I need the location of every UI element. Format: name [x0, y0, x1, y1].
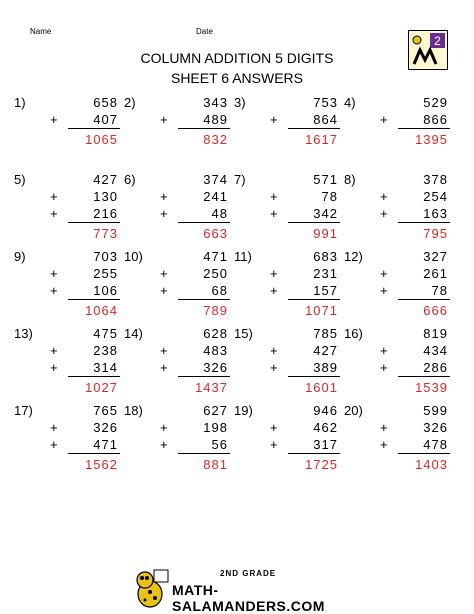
addend-1: 785	[313, 326, 338, 341]
plus-sign: +	[380, 437, 388, 452]
problem-number: 11)	[234, 249, 252, 264]
plus-sign: +	[160, 437, 168, 452]
addend-2: 407	[93, 112, 118, 127]
plus-sign: +	[50, 112, 58, 127]
addend-3: 286	[423, 360, 448, 375]
answer: 1403	[415, 457, 448, 472]
addend-2: 483	[203, 343, 228, 358]
addend-1: 765	[93, 403, 118, 418]
problem-number: 6)	[124, 172, 136, 187]
sum-line	[398, 222, 450, 223]
footer-grade: 2ND GRADE	[220, 569, 277, 578]
addend-2: 326	[423, 420, 448, 435]
date-label: Date	[196, 27, 213, 36]
plus-sign: +	[380, 343, 388, 358]
problem	[234, 92, 344, 169]
problem	[234, 246, 344, 323]
sum-line	[178, 376, 230, 377]
addend-3: 163	[423, 206, 448, 221]
addend-1: 703	[93, 249, 118, 264]
addend-3: 68	[211, 283, 228, 298]
addend-2: 250	[203, 266, 228, 281]
answer: 1064	[85, 303, 118, 318]
problem-number: 3)	[234, 95, 246, 110]
addend-3: 317	[313, 437, 338, 452]
answer: 795	[423, 226, 448, 241]
plus-sign: +	[50, 343, 58, 358]
answer: 1539	[415, 380, 448, 395]
sum-line	[288, 299, 340, 300]
addend-2: 866	[423, 112, 448, 127]
problem-number: 1)	[14, 95, 26, 110]
salamander-logo-icon	[408, 30, 448, 70]
sum-line	[288, 128, 340, 129]
problem	[124, 169, 234, 246]
addend-1: 946	[313, 403, 338, 418]
addend-2: 198	[203, 420, 228, 435]
footer-site: MATH-SALAMANDERS.COM	[172, 582, 325, 614]
plus-sign: +	[160, 189, 168, 204]
problem-number: 10)	[124, 249, 143, 264]
plus-sign: +	[270, 437, 278, 452]
problem	[344, 323, 454, 400]
sum-line	[178, 299, 230, 300]
plus-sign: +	[380, 112, 388, 127]
sum-line	[178, 453, 230, 454]
addend-1: 378	[423, 172, 448, 187]
problem	[344, 169, 454, 246]
answer: 1562	[85, 457, 118, 472]
problem	[14, 400, 124, 477]
sum-line	[288, 222, 340, 223]
problem	[14, 246, 124, 323]
addend-3: 56	[211, 437, 228, 452]
answer: 1071	[305, 303, 338, 318]
addend-2: 326	[93, 420, 118, 435]
problem-number: 18)	[124, 403, 143, 418]
plus-sign: +	[270, 360, 278, 375]
sum-line	[398, 299, 450, 300]
plus-sign: +	[380, 206, 388, 221]
sum-line	[178, 128, 230, 129]
sum-line	[68, 222, 120, 223]
footer-brand	[130, 566, 350, 614]
problem-number: 2)	[124, 95, 136, 110]
problem-number: 14)	[124, 326, 143, 341]
problem-number: 5)	[14, 172, 26, 187]
addend-3: 314	[93, 360, 118, 375]
plus-sign: +	[50, 206, 58, 221]
addend-2: 261	[423, 266, 448, 281]
addend-2: 231	[313, 266, 338, 281]
answer: 663	[203, 226, 228, 241]
problem-number: 15)	[234, 326, 253, 341]
plus-sign: +	[380, 420, 388, 435]
addend-2: 241	[203, 189, 228, 204]
plus-sign: +	[380, 189, 388, 204]
addend-1: 571	[313, 172, 338, 187]
salamander-mascot-icon	[130, 566, 170, 610]
answer: 991	[313, 226, 338, 241]
addend-1: 627	[203, 403, 228, 418]
sum-line	[68, 376, 120, 377]
sum-line	[398, 453, 450, 454]
addend-1: 427	[93, 172, 118, 187]
addend-1: 327	[423, 249, 448, 264]
problem	[344, 246, 454, 323]
addend-1: 683	[313, 249, 338, 264]
plus-sign: +	[50, 283, 58, 298]
sum-line	[398, 128, 450, 129]
answer: 789	[203, 303, 228, 318]
answer: 1065	[85, 132, 118, 147]
svg-text:2: 2	[434, 34, 441, 48]
addend-1: 599	[423, 403, 448, 418]
addend-2: 255	[93, 266, 118, 281]
problem	[14, 323, 124, 400]
problem-grid	[14, 92, 454, 477]
addend-2: 434	[423, 343, 448, 358]
addend-3: 389	[313, 360, 338, 375]
addend-3: 48	[211, 206, 228, 221]
sum-line	[68, 453, 120, 454]
plus-sign: +	[160, 112, 168, 127]
plus-sign: +	[270, 420, 278, 435]
problem-number: 7)	[234, 172, 246, 187]
answer: 832	[203, 132, 228, 147]
plus-sign: +	[270, 266, 278, 281]
sum-line	[68, 128, 120, 129]
plus-sign: +	[160, 343, 168, 358]
sum-line	[288, 376, 340, 377]
answer: 881	[203, 457, 228, 472]
addend-2: 427	[313, 343, 338, 358]
addend-3: 342	[313, 206, 338, 221]
problem-number: 16)	[344, 326, 363, 341]
problem	[344, 92, 454, 169]
plus-sign: +	[50, 420, 58, 435]
plus-sign: +	[50, 360, 58, 375]
problem	[234, 323, 344, 400]
plus-sign: +	[270, 112, 278, 127]
addend-1: 374	[203, 172, 228, 187]
answer: 1395	[415, 132, 448, 147]
plus-sign: +	[160, 206, 168, 221]
plus-sign: +	[160, 420, 168, 435]
addend-3: 78	[431, 283, 448, 298]
answer: 773	[93, 226, 118, 241]
addend-1: 658	[93, 95, 118, 110]
problem-number: 13)	[14, 326, 33, 341]
plus-sign: +	[270, 206, 278, 221]
plus-sign: +	[160, 283, 168, 298]
problem-number: 19)	[234, 403, 253, 418]
addend-1: 819	[423, 326, 448, 341]
addend-2: 489	[203, 112, 228, 127]
addend-2: 238	[93, 343, 118, 358]
addend-3: 478	[423, 437, 448, 452]
problem-number: 17)	[14, 403, 33, 418]
addend-1: 343	[203, 95, 228, 110]
plus-sign: +	[270, 189, 278, 204]
sum-line	[178, 222, 230, 223]
problem-number: 12)	[344, 249, 363, 264]
problem	[124, 400, 234, 477]
name-label: Name	[30, 27, 52, 36]
problem-number: 8)	[344, 172, 356, 187]
plus-sign: +	[270, 283, 278, 298]
plus-sign: +	[380, 283, 388, 298]
addend-3: 216	[93, 206, 118, 221]
addend-1: 475	[93, 326, 118, 341]
addend-1: 471	[203, 249, 228, 264]
addend-3: 326	[203, 360, 228, 375]
worksheet-subtitle: SHEET 6 ANSWERS	[170, 70, 303, 86]
addend-3: 157	[313, 283, 338, 298]
problem	[14, 169, 124, 246]
answer: 1437	[195, 380, 228, 395]
sum-line	[398, 376, 450, 377]
answer: 666	[423, 303, 448, 318]
problem-number: 4)	[344, 95, 356, 110]
problem	[124, 246, 234, 323]
addend-1: 628	[203, 326, 228, 341]
answer: 1601	[305, 380, 338, 395]
addend-3: 106	[93, 283, 118, 298]
plus-sign: +	[380, 266, 388, 281]
problem-number: 20)	[344, 403, 363, 418]
answer: 1725	[305, 457, 338, 472]
addend-2: 864	[313, 112, 338, 127]
addend-2: 462	[313, 420, 338, 435]
worksheet-title: COLUMN ADDITION 5 DIGITS	[140, 50, 334, 66]
problem	[234, 169, 344, 246]
problem-number: 9)	[14, 249, 26, 264]
addend-2: 78	[321, 189, 338, 204]
problem	[234, 400, 344, 477]
problem	[14, 92, 124, 169]
addend-2: 254	[423, 189, 448, 204]
problem	[344, 400, 454, 477]
sum-line	[68, 299, 120, 300]
problem	[124, 323, 234, 400]
addend-1: 529	[423, 95, 448, 110]
addend-2: 130	[93, 189, 118, 204]
problem	[124, 92, 234, 169]
answer: 1027	[85, 380, 118, 395]
addend-3: 471	[93, 437, 118, 452]
sum-line	[288, 453, 340, 454]
plus-sign: +	[160, 266, 168, 281]
plus-sign: +	[50, 437, 58, 452]
plus-sign: +	[50, 189, 58, 204]
plus-sign: +	[160, 360, 168, 375]
plus-sign: +	[50, 266, 58, 281]
plus-sign: +	[270, 343, 278, 358]
addend-1: 753	[313, 95, 338, 110]
answer: 1617	[305, 132, 338, 147]
plus-sign: +	[380, 360, 388, 375]
